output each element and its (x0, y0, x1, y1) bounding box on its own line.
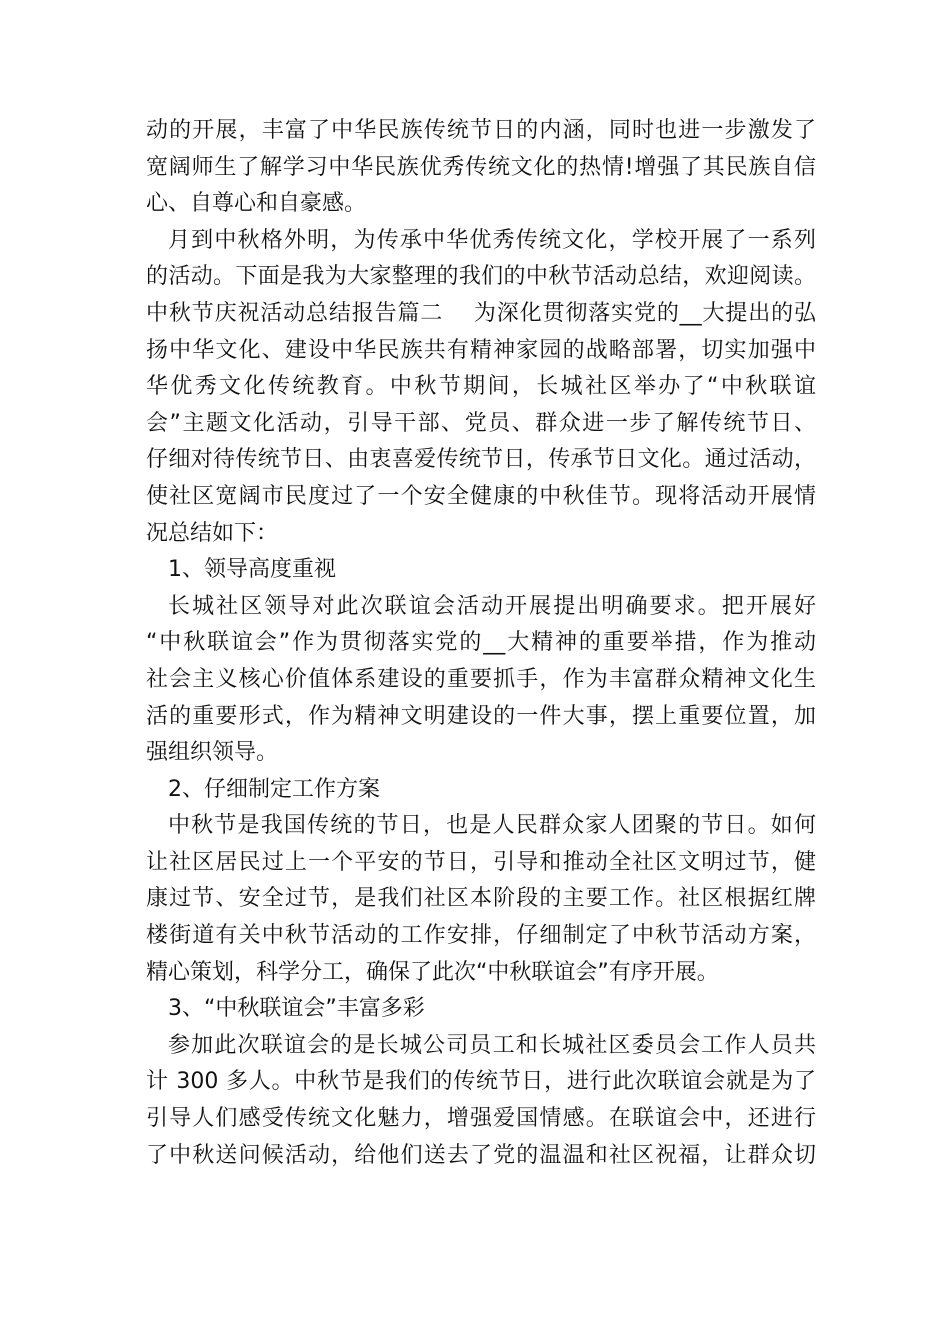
text-line: 使社区宽阔市民度过了一个安全健康的中秋佳节。现将活动开展情 (146, 483, 816, 509)
text-line: 动的开展，丰富了中华民族传统节日的内涵，同时也进一步激发了 (146, 118, 816, 143)
section-heading: 2、仔细制定工作方案 (168, 776, 380, 802)
text-line: 楼街道有关中秋节活动的工作安排，仔细制定了中秋节活动方案， (146, 923, 816, 949)
text-line: 的活动。下面是我为大家整理的我们的中秋节活动总结，欢迎阅读。 (146, 264, 816, 290)
document-body (146, 113, 816, 1174)
text-line: 宽阔师生了解学习中华民族优秀传统文化的热情!增强了其民族自信 (146, 154, 816, 180)
paragraph-start-line: 月到中秋格外明，为传承中华优秀传统文化，学校开展了一系列 (168, 227, 816, 253)
text-line: 精心策划，科学分工，确保了此次“中秋联谊会”有序开展。 (146, 959, 719, 985)
text-line: 仔细对待传统节日、由衷喜爱传统节日，传承节日文化。通过活动， (146, 447, 816, 473)
text-line: 康过节、安全过节，是我们社区本阶段的主要工作。社区根据红牌 (146, 886, 816, 912)
text-line: 扬中华文化、建设中华民族共有精神家园的战略部署，切实加强中 (146, 337, 816, 363)
paragraph-start-line: 参加此次联谊会的是长城公司员工和长城社区委员会工作人员共 (168, 1032, 816, 1058)
text-line: 况总结如下： (146, 520, 279, 546)
text-line: 社会主义核心价值体系建设的重要抓手，作为丰富群众精神文化生 (146, 666, 816, 692)
section-heading: 1、领导高度重视 (168, 557, 336, 583)
text-line: “中秋联谊会”作为贯彻落实党的__大精神的重要举措，作为推动 (146, 630, 816, 656)
text-line: 心、自尊心和自豪感。 (146, 191, 367, 217)
paragraph-start-line: 中秋节是我国传统的节日，也是人民群众家人团聚的节日。如何 (168, 813, 816, 839)
text-line: 中秋节庆祝活动总结报告篇二 为深化贯彻落实党的__大提出的弘 (146, 300, 816, 326)
text-line: 引导人们感受传统文化魅力，增强爱国情感。在联谊会中，还进行 (146, 1106, 816, 1132)
text-line: 活的重要形式，作为精神文明建设的一件大事，摆上重要位置，加 (146, 703, 816, 729)
text-line: 计 300 多人。中秋节是我们的传统节日，进行此次联谊会就是为了 (146, 1069, 816, 1095)
section-heading: 3、“中秋联谊会”丰富多彩 (168, 996, 425, 1022)
text-line: 华优秀文化传统教育。中秋节期间，长城社区举办了“中秋联谊 (146, 374, 816, 400)
text-line: 让社区居民过上一个平安的节日，引导和推动全社区文明过节，健 (146, 849, 816, 875)
text-line: 了中秋送问候活动，给他们送去了党的温温和社区祝福，让群众切 (146, 1142, 816, 1168)
paragraph-start-line: 长城社区领导对此次联谊会活动开展提出明确要求。把开展好 (168, 593, 816, 619)
text-line: 会”主题文化活动，引导干部、党员、群众进一步了解传统节日、 (146, 410, 816, 436)
text-line: 强组织领导。 (146, 740, 279, 766)
